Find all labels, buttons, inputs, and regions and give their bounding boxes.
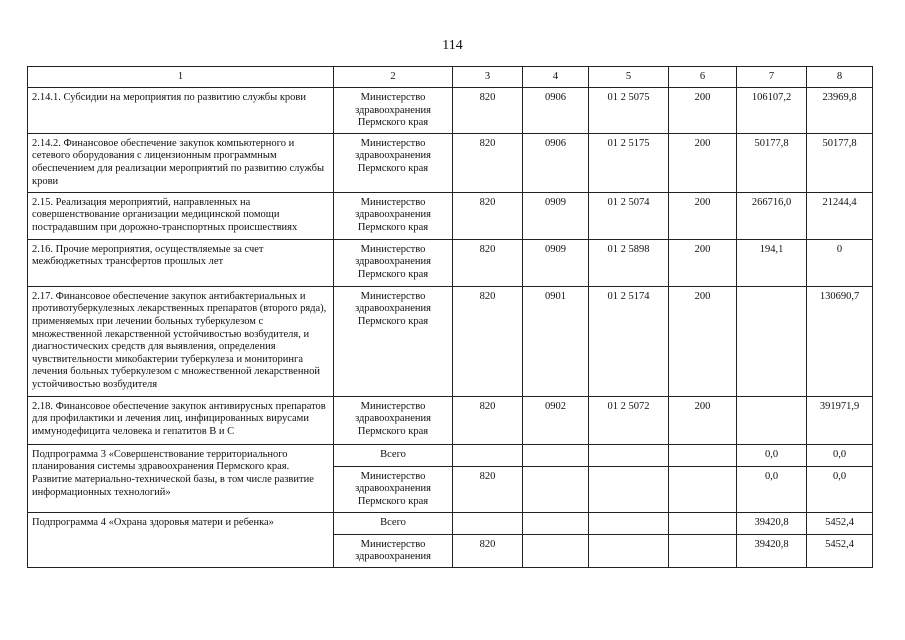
header-cell: 7	[737, 67, 807, 88]
row-amount-7: 266716,0	[737, 192, 807, 239]
row-organization: Министерство здравоохранения Пермского края	[334, 88, 453, 134]
row-description: 2.18. Финансовое обеспечение закупок антивирусных препаратов для профилактики и лечения лиц, инфицированных вирусами иммунодефицита человека и гепатитов В и С	[28, 396, 334, 444]
row-organization: Министерство здравоохранения Пермского края	[334, 396, 453, 444]
row-ministry-code	[453, 444, 523, 466]
row-expense-code: 200	[669, 286, 737, 396]
empty-cell	[589, 466, 669, 512]
empty-cell	[523, 444, 589, 466]
empty-cell	[589, 512, 669, 534]
row-amount-7: 194,1	[737, 239, 807, 286]
row-section-code: 0909	[523, 192, 589, 239]
row-target-code: 01 2 5898	[589, 239, 669, 286]
row-organization: Всего	[334, 444, 453, 466]
empty-cell	[523, 534, 589, 567]
row-section-code: 0901	[523, 286, 589, 396]
header-row	[28, 67, 873, 88]
row-amount-8: 5452,4	[807, 534, 873, 567]
row-amount-7: 0,0	[737, 466, 807, 512]
row-section-code: 0906	[523, 88, 589, 134]
row-ministry-code: 820	[453, 466, 523, 512]
table-row	[28, 396, 873, 444]
table-row	[28, 286, 873, 396]
page-number: 114	[442, 38, 463, 53]
row-ministry-code: 820	[453, 88, 523, 134]
row-ministry-code: 820	[453, 396, 523, 444]
row-ministry-code: 820	[453, 239, 523, 286]
row-amount-7: 0,0	[737, 444, 807, 466]
row-section-code: 0902	[523, 396, 589, 444]
row-amount-8: 0,0	[807, 444, 873, 466]
empty-cell	[669, 444, 737, 466]
row-amount-7	[737, 286, 807, 396]
subprogram-row	[28, 512, 873, 534]
empty-cell	[589, 444, 669, 466]
row-organization: Всего	[334, 512, 453, 534]
row-amount-8: 50177,8	[807, 133, 873, 192]
row-expense-code: 200	[669, 88, 737, 134]
row-organization: Министерство здравоохранения Пермского края	[334, 133, 453, 192]
row-amount-8: 23969,8	[807, 88, 873, 134]
row-target-code: 01 2 5072	[589, 396, 669, 444]
subprogram-row	[28, 444, 873, 466]
table-row	[28, 133, 873, 192]
header-cell: 6	[669, 67, 737, 88]
row-expense-code: 200	[669, 239, 737, 286]
row-organization: Министерство здравоохранения Пермского края	[334, 239, 453, 286]
row-expense-code: 200	[669, 133, 737, 192]
empty-cell	[669, 512, 737, 534]
row-ministry-code: 820	[453, 192, 523, 239]
row-amount-7: 106107,2	[737, 88, 807, 134]
row-amount-7: 39420,8	[737, 534, 807, 567]
row-ministry-code: 820	[453, 286, 523, 396]
row-target-code: 01 2 5174	[589, 286, 669, 396]
header-cell: 3	[453, 67, 523, 88]
row-description: 2.14.2. Финансовое обеспечение закупок компьютерного и сетевого оборудования с лицензионным программным обеспечением для реализации мероприятий по развитию службы крови	[28, 133, 334, 192]
empty-cell	[523, 512, 589, 534]
row-section-code: 0909	[523, 239, 589, 286]
row-description: 2.17. Финансовое обеспечение закупок антибактериальных и противотуберкулезных лекарственных препаратов (второго ряда), применяемых при лечении больных туберкулезом с множественной лекарственной устойчивостью возбудителя, и диагностических средств для выявления, определения чувствительности микобактерии туберкулеза и мониторинга лечения больных туберкулезом с множественной лекарственной устойчивостью возбудителя	[28, 286, 334, 396]
subprogram-description: Подпрограмма 3 «Совершенствование территориального планирования системы здравоохранения Пермского края. Развитие материально-технической базы, в том числе развитие информационных технологий»	[28, 444, 334, 512]
row-organization: Министерство здравоохранения	[334, 534, 453, 567]
table-row	[28, 239, 873, 286]
row-amount-7: 50177,8	[737, 133, 807, 192]
row-description: 2.14.1. Субсидии на мероприятия по развитию службы крови	[28, 88, 334, 134]
row-ministry-code: 820	[453, 534, 523, 567]
header-cell: 2	[334, 67, 453, 88]
table-row	[28, 192, 873, 239]
row-target-code: 01 2 5175	[589, 133, 669, 192]
row-amount-8: 0,0	[807, 466, 873, 512]
row-expense-code: 200	[669, 192, 737, 239]
row-amount-8: 0	[807, 239, 873, 286]
row-amount-8: 5452,4	[807, 512, 873, 534]
row-amount-7	[737, 396, 807, 444]
row-organization: Министерство здравоохранения Пермского края	[334, 286, 453, 396]
row-amount-8: 391971,9	[807, 396, 873, 444]
row-expense-code: 200	[669, 396, 737, 444]
empty-cell	[669, 466, 737, 512]
header-cell: 8	[807, 67, 873, 88]
row-target-code: 01 2 5074	[589, 192, 669, 239]
row-description: 2.15. Реализация мероприятий, направленных на совершенствование организации медицинской помощи пострадавшим при дорожно-транспортных происшествиях	[28, 192, 334, 239]
header-cell: 5	[589, 67, 669, 88]
row-ministry-code	[453, 512, 523, 534]
empty-cell	[523, 466, 589, 512]
header-cell: 4	[523, 67, 589, 88]
table-row	[28, 88, 873, 134]
row-organization: Министерство здравоохранения Пермского края	[334, 192, 453, 239]
row-ministry-code: 820	[453, 133, 523, 192]
row-amount-8: 130690,7	[807, 286, 873, 396]
row-amount-8: 21244,4	[807, 192, 873, 239]
row-amount-7: 39420,8	[737, 512, 807, 534]
row-section-code: 0906	[523, 133, 589, 192]
subprogram-description: Подпрограмма 4 «Охрана здоровья матери и ребенка»	[28, 512, 334, 567]
empty-cell	[589, 534, 669, 567]
row-description: 2.16. Прочие мероприятия, осуществляемые за счет межбюджетных трансфертов прошлых лет	[28, 239, 334, 286]
row-target-code: 01 2 5075	[589, 88, 669, 134]
header-cell: 1	[28, 67, 334, 88]
budget-table	[27, 66, 873, 568]
empty-cell	[669, 534, 737, 567]
row-organization: Министерство здравоохранения Пермского края	[334, 466, 453, 512]
